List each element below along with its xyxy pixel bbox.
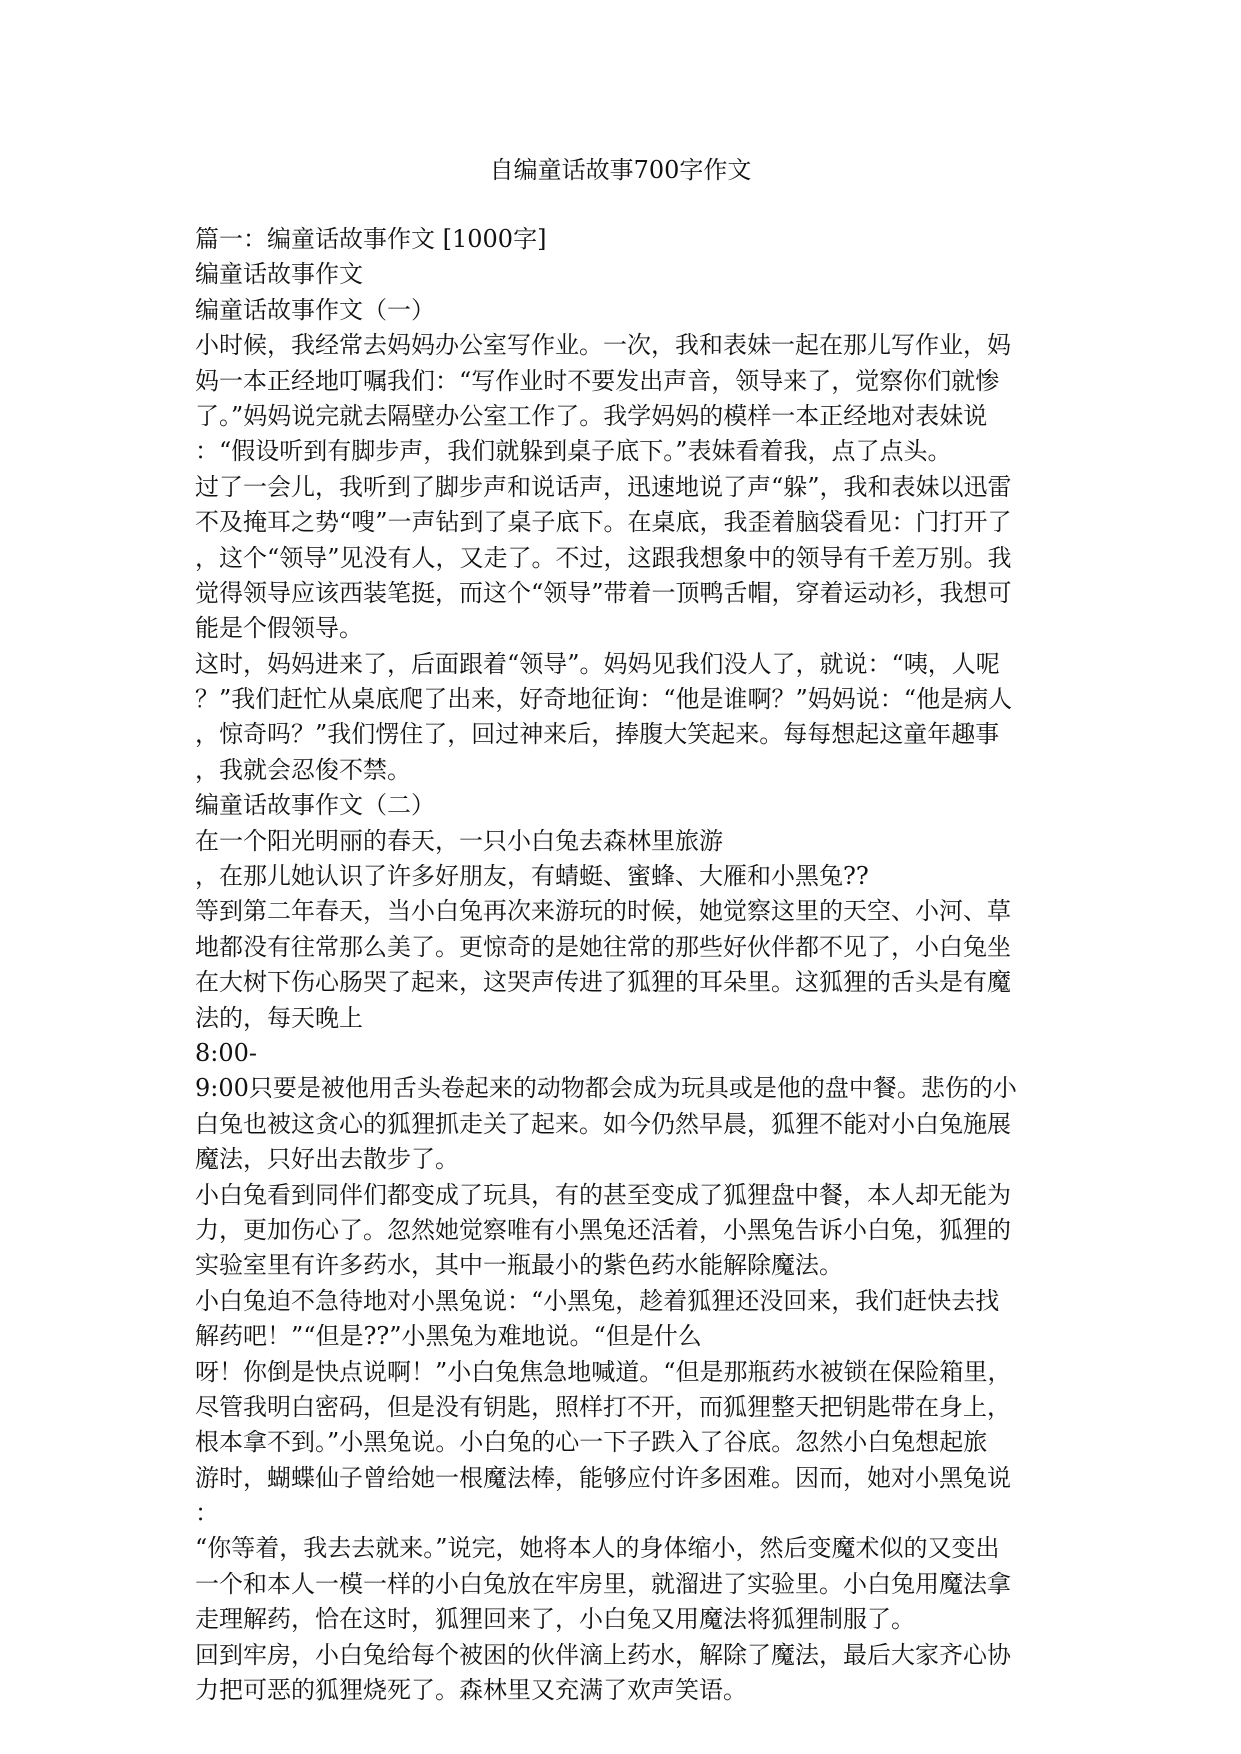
text-line: 一个和本人一模一样的小白兔放在牢房里，就溜进了实验里。小白兔用魔法拿 bbox=[195, 1569, 1011, 1598]
document-title: 自编童话故事700字作文 bbox=[489, 156, 752, 184]
text-line: 回到牢房，小白兔给每个被困的伙伴滴上药水，解除了魔法，最后大家齐心协 bbox=[195, 1640, 1011, 1669]
text-line: 等到第二年春天，当小白兔再次来游玩的时候，她觉察这里的天空、小河、草 bbox=[195, 897, 1011, 926]
text-line: 妈一本正经地叮嘱我们：“写作业时不要发出声音，领导来了，觉察你们就惨 bbox=[195, 366, 1000, 395]
document-body bbox=[195, 222, 1055, 1708]
text-line: ： bbox=[195, 1499, 219, 1528]
text-line: 这时，妈妈进来了，后面跟着“领导”。妈妈见我们没人了，就说：“咦，人呢 bbox=[195, 649, 1000, 678]
text-line: 在大树下伤心肠哭了起来，这哭声传进了狐狸的耳朵里。这狐狸的舌头是有魔 bbox=[195, 968, 1011, 997]
text-line: 8:00- bbox=[195, 1038, 258, 1067]
text-line: 了。”妈妈说完就去隔壁办公室工作了。我学妈妈的模样一本正经地对表妹说 bbox=[195, 401, 988, 430]
text-line: “你等着，我去去就来。”说完，她将本人的身体缩小，然后变魔术似的又变出 bbox=[195, 1534, 1000, 1563]
text-line: 根本拿不到。”小黑兔说。小白兔的心一下子跌入了谷底。忽然小白兔想起旅 bbox=[195, 1428, 988, 1457]
text-line: 地都没有往常那么美了。更惊奇的是她往常的那些好伙伴都不见了，小白兔坐 bbox=[195, 932, 1011, 961]
text-line: 力把可恶的狐狸烧死了。森林里又充满了欢声笑语。 bbox=[195, 1676, 747, 1705]
text-line: 走理解药，恰在这时，狐狸回来了，小白兔又用魔法将狐狸制服了。 bbox=[195, 1605, 915, 1634]
text-line: 编童话故事作文 bbox=[195, 260, 363, 289]
text-line: ？”我们赶忙从桌底爬了出来，好奇地征询：“他是谁啊？”妈妈说：“他是病人 bbox=[195, 685, 1013, 714]
text-line: 实验室里有许多药水，其中一瓶最小的紫色药水能解除魔法。 bbox=[195, 1251, 843, 1280]
text-line: 在一个阳光明丽的春天，一只小白兔去森林里旅游 bbox=[195, 826, 723, 855]
text-line: 过了一会儿，我听到了脚步声和说话声，迅速地说了声“躲”，我和表妹以迅雷 bbox=[195, 472, 1012, 501]
text-line: ，惊奇吗？”我们愣住了，回过神来后，捧腹大笑起来。每每想起这童年趣事 bbox=[195, 720, 1000, 749]
text-line: 法的，每天晚上 bbox=[195, 1003, 363, 1032]
text-line: 编童话故事作文（二） bbox=[195, 791, 435, 820]
text-line: 白兔也被这贪心的狐狸抓走关了起来。如今仍然早晨，狐狸不能对小白兔施展 bbox=[195, 1109, 1011, 1138]
text-line: 编童话故事作文（一） bbox=[195, 295, 435, 324]
text-line: 小时候，我经常去妈妈办公室写作业。一次，我和表妹一起在那儿写作业，妈 bbox=[195, 331, 1011, 360]
text-line: 尽管我明白密码，但是没有钥匙，照样打不开，而狐狸整天把钥匙带在身上， bbox=[195, 1392, 1011, 1421]
text-line: ，在那儿她认识了许多好朋友，有蜻蜓、蜜蜂、大雁和小黑兔?? bbox=[195, 862, 869, 891]
text-line: 觉得领导应该西装笔挺，而这个“领导”带着一顶鸭舌帽，穿着运动衫，我想可 bbox=[195, 578, 1012, 607]
text-line: 力，更加伤心了。忽然她觉察唯有小黑兔还活着，小黑兔告诉小白兔，狐狸的 bbox=[195, 1215, 1011, 1244]
text-line: 篇一：编童话故事作文 [1000字] bbox=[195, 225, 547, 253]
text-line: 游时，蝴蝶仙子曾给她一根魔法棒，能够应付许多困难。因而，她对小黑兔说 bbox=[195, 1463, 1011, 1492]
text-line: ，我就会忍俊不禁。 bbox=[195, 755, 411, 784]
text-line: ，这个“领导”见没有人，又走了。不过，这跟我想象中的领导有千差万别。我 bbox=[195, 543, 1012, 572]
text-line: 9:00只要是被他用舌头卷起来的动物都会成为玩具或是他的盘中餐。悲伤的小 bbox=[195, 1074, 1017, 1103]
text-line: ：“假设听到有脚步声，我们就躲到桌子底下。”表妹看着我，点了点头。 bbox=[195, 437, 952, 466]
text-line: 能是个假领导。 bbox=[195, 614, 363, 643]
text-line: 小白兔迫不急待地对小黑兔说：“小黑兔，趁着狐狸还没回来，我们赶快去找 bbox=[195, 1286, 1000, 1315]
text-line: 不及掩耳之势“嗖”一声钻到了桌子底下。在桌底，我歪着脑袋看见：门打开了 bbox=[195, 508, 1012, 537]
text-line: 呀！你倒是快点说啊！”小白兔焦急地喊道。“但是那瓶药水被锁在保险箱里， bbox=[195, 1357, 1012, 1386]
text-line: 小白兔看到同伴们都变成了玩具，有的甚至变成了狐狸盘中餐，本人却无能为 bbox=[195, 1180, 1011, 1209]
text-line: 魔法，只好出去散步了。 bbox=[195, 1145, 459, 1174]
text-line: 解药吧！”“但是??”小黑兔为难地说。“但是什么 bbox=[195, 1322, 702, 1351]
